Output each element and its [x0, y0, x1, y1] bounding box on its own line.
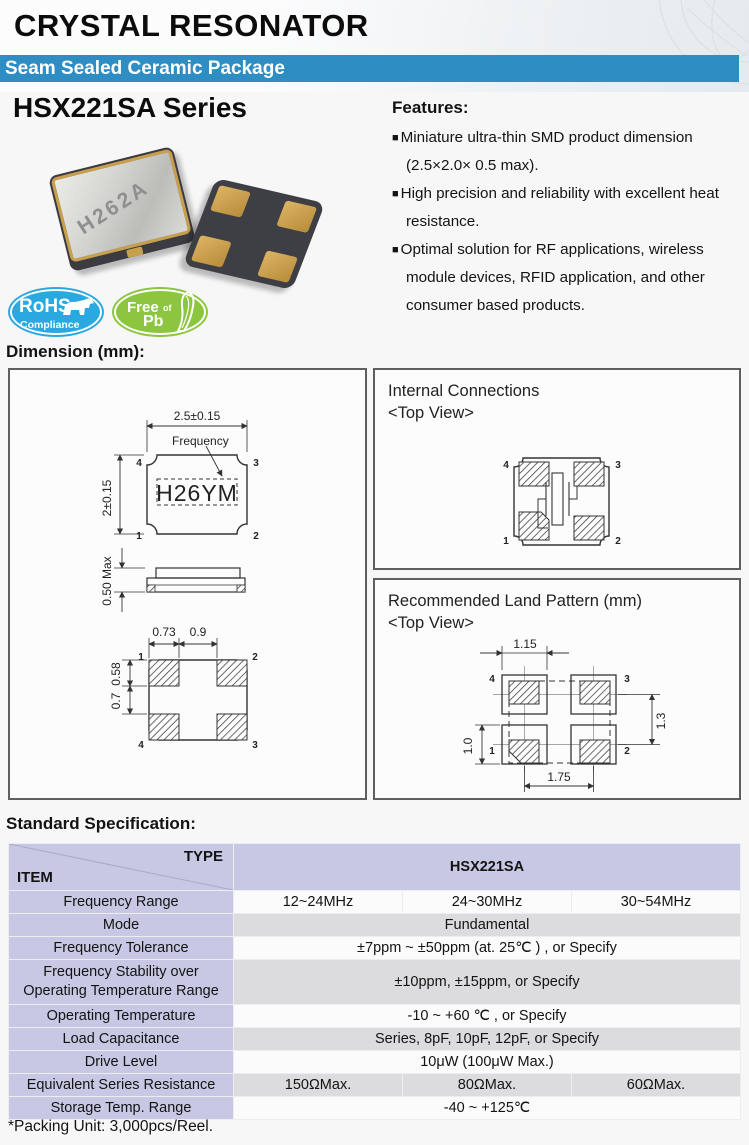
- pin-number: 4: [503, 460, 509, 471]
- dim-top-width: 2.5±0.15: [173, 409, 221, 423]
- item-cell: Drive Level: [9, 1051, 233, 1073]
- feature-item: [392, 124, 742, 180]
- dim-col-pitch: 1.75: [547, 770, 571, 784]
- value-cell: ±10ppm, ±15ppm, or Specify: [234, 960, 740, 1004]
- pin-number: 2: [615, 536, 621, 547]
- value-cell: 60ΩMax.: [572, 1074, 740, 1096]
- spec-heading: Standard Specification:: [6, 814, 196, 833]
- feature-text: High precision and reliability with excellent heat resistance.: [400, 185, 719, 230]
- pin-number: 3: [615, 460, 621, 471]
- subtitle-bar: Seam Sealed Ceramic Package: [0, 55, 739, 82]
- series-title: HSX221SA Series: [13, 92, 247, 123]
- pb-label-pb: Pb: [143, 313, 164, 330]
- pb-label-free: Free: [127, 299, 159, 316]
- table-row: [9, 1051, 740, 1073]
- table-row: [9, 1097, 740, 1119]
- value-cell: ±7ppm ~ ±50ppm (at. 25℃ ) , or Specify: [234, 937, 740, 959]
- table-row: [9, 937, 740, 959]
- pb-label-of: of: [163, 303, 172, 313]
- dim-side-height: 0.50 Max: [100, 556, 114, 606]
- pin-number: 2: [253, 531, 259, 542]
- pin-number: 4: [138, 740, 144, 751]
- type-label: TYPE: [183, 848, 223, 865]
- value-cell: 30~54MHz: [572, 891, 740, 913]
- crystal-photo-bottom: [183, 178, 325, 290]
- marking-text: H26YM: [156, 480, 238, 506]
- pin-number: 3: [624, 674, 630, 685]
- page-title: CRYSTAL RESONATOR: [14, 8, 369, 43]
- dim-pad-pitch: 0.7: [109, 692, 123, 710]
- dim-pad-width: 0.73: [152, 625, 176, 639]
- value-cell: -40 ~ +125℃: [234, 1097, 740, 1119]
- feature-text: Miniature ultra-thin SMD product dimension (2.5×2.0× 0.5 max).: [400, 129, 693, 174]
- gold-pad: [191, 235, 232, 268]
- rohs-badge: [8, 287, 104, 337]
- internal-connections-subtitle: <Top View>: [388, 404, 474, 422]
- value-cell: -10 ~ +60 ℃ , or Specify: [234, 1005, 740, 1027]
- dim-row-pitch: 1.3: [654, 712, 668, 730]
- header-band: [0, 0, 749, 92]
- gold-pad: [257, 250, 298, 283]
- penguin-icon: [172, 290, 198, 334]
- pin-number: 1: [136, 531, 142, 542]
- rohs-sublabel: Compliance: [20, 319, 80, 331]
- value-cell: 150ΩMax.: [234, 1074, 402, 1096]
- pin-number: 3: [253, 458, 259, 469]
- dimension-heading: Dimension (mm):: [6, 342, 145, 361]
- item-cell: Frequency Tolerance: [9, 937, 233, 959]
- dimension-drawing-panel: [8, 368, 367, 800]
- table-row: [9, 1028, 740, 1050]
- features-list: [392, 124, 742, 320]
- feature-item: [392, 180, 742, 236]
- table-row: [9, 1074, 740, 1096]
- internal-connections-title: Internal Connections: [388, 382, 540, 400]
- packing-note: *Packing Unit: 3,000pcs/Reel.: [8, 1118, 214, 1135]
- spec-table: [8, 843, 741, 1120]
- pin-number: 1: [503, 536, 509, 547]
- value-cell: 24~30MHz: [403, 891, 571, 913]
- item-cell: Load Capacitance: [9, 1028, 233, 1050]
- value-cell: Fundamental: [234, 914, 740, 936]
- pin-number: 1: [489, 746, 495, 757]
- table-row: [9, 960, 740, 1004]
- value-cell: 10μW (100μW Max.): [234, 1051, 740, 1073]
- pin-number: 2: [252, 652, 258, 663]
- spec-corner-cell: [9, 844, 233, 890]
- features-section: [392, 98, 742, 320]
- feature-text: Optimal solution for RF applications, wireless module devices, RFID application, and other consumer based products.: [400, 241, 705, 314]
- item-cell: Mode: [9, 914, 233, 936]
- dim-pad-height: 0.58: [109, 662, 123, 686]
- value-cell: Series, 8pF, 10pF, 12pF, or Specify: [234, 1028, 740, 1050]
- item-cell: Equivalent Series Resistance: [9, 1074, 233, 1096]
- pin-number: 2: [624, 746, 630, 757]
- pin-number: 4: [136, 458, 142, 469]
- chip-marking: H262A: [73, 176, 154, 240]
- land-pattern-subtitle: <Top View>: [388, 614, 474, 632]
- gold-pad: [210, 185, 251, 218]
- value-cell: 80ΩMax.: [403, 1074, 571, 1096]
- bullet-icon: ■: [392, 188, 399, 200]
- feature-item: [392, 236, 742, 320]
- table-row: [9, 891, 740, 913]
- dim-top-height: 2±0.15: [100, 479, 114, 517]
- dim-land-height: 1.0: [461, 737, 475, 755]
- item-cell: Frequency Range: [9, 891, 233, 913]
- item-cell: Operating Temperature: [9, 1005, 233, 1027]
- land-pattern-title: Recommended Land Pattern (mm): [388, 592, 643, 610]
- rohs-label: RoHS: [19, 296, 71, 317]
- free-of-pb-badge: [112, 287, 208, 337]
- gold-pad: [276, 200, 317, 233]
- features-heading: Features:: [392, 98, 469, 117]
- value-cell: 12~24MHz: [234, 891, 402, 913]
- item-cell: Storage Temp. Range: [9, 1097, 233, 1119]
- table-row: [9, 1005, 740, 1027]
- pin-number: 4: [489, 674, 495, 685]
- pin-number: 1: [138, 652, 144, 663]
- spec-header-row: [9, 844, 740, 890]
- internal-connections-panel: [373, 368, 741, 570]
- frequency-callout: Frequency: [172, 434, 229, 448]
- dim-pad-gap: 0.9: [189, 625, 207, 639]
- type-header-cell: HSX221SA: [234, 844, 740, 890]
- item-label: ITEM: [17, 869, 53, 886]
- crystal-photo-top: [48, 146, 196, 272]
- bullet-icon: ■: [392, 132, 399, 144]
- bullet-icon: ■: [392, 244, 399, 256]
- dimension-drawing: [10, 370, 365, 798]
- land-pattern-drawing: [375, 580, 739, 798]
- item-cell: Frequency Stability over Operating Temperature Range: [9, 960, 233, 1004]
- table-row: [9, 914, 740, 936]
- dim-land-width: 1.15: [513, 637, 537, 651]
- land-pattern-panel: [373, 578, 741, 800]
- pin-number: 3: [252, 740, 258, 751]
